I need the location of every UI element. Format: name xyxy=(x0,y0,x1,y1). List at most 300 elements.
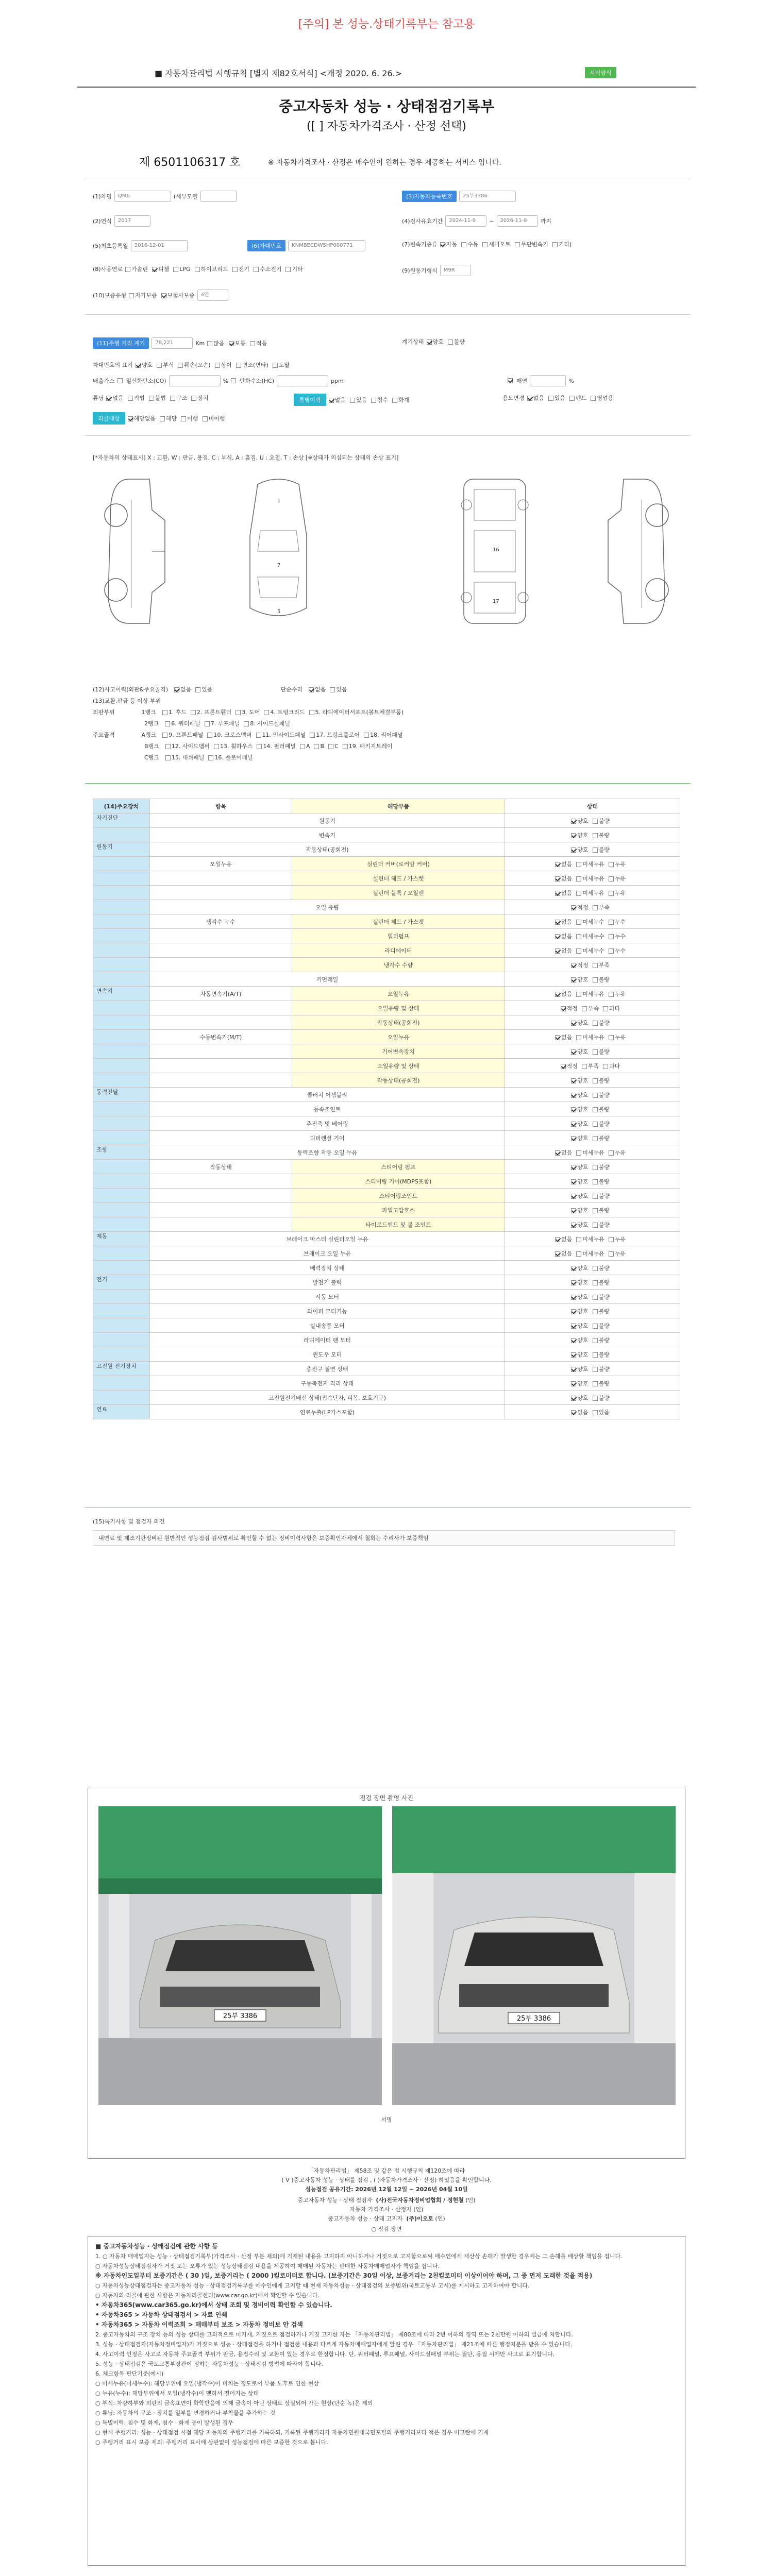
state-checkbox[interactable] xyxy=(571,1352,576,1358)
rankB-item[interactable] xyxy=(314,743,324,750)
item-cell: 추진축 및 베어링 xyxy=(150,1116,505,1131)
rankA-checkbox[interactable] xyxy=(256,733,261,738)
state-checkbox[interactable] xyxy=(571,833,576,838)
fuel-option[interactable] xyxy=(285,265,303,273)
note-line: ○ 부식: 차량하부와 외판의 금속표면이 화학반응에 의해 금속이 아닌 상태로 상실되어 가는 현상(단순 녹)은 제외 xyxy=(95,2400,373,2406)
state-checkbox[interactable] xyxy=(576,1150,581,1156)
rankA-checkbox[interactable] xyxy=(364,733,369,738)
rankB-item[interactable] xyxy=(257,742,296,750)
state-checkbox[interactable] xyxy=(571,1021,576,1026)
rank1-checkbox[interactable] xyxy=(309,710,314,715)
state-checkbox[interactable] xyxy=(576,934,581,939)
state-checkbox[interactable] xyxy=(571,1338,576,1343)
tuning-option[interactable] xyxy=(106,394,123,402)
state-checkbox[interactable] xyxy=(593,1324,598,1329)
state-checkbox[interactable] xyxy=(593,1194,598,1199)
rankB-checkbox[interactable] xyxy=(214,744,219,749)
diagram-label-7: 7 xyxy=(277,563,281,568)
state-checkbox[interactable] xyxy=(571,1179,576,1184)
rankB-checkbox[interactable] xyxy=(314,744,319,749)
item-cell: 라디에이터 팬 모터 xyxy=(150,1333,505,1347)
accident-option-label: 있음 xyxy=(201,686,213,693)
transmission-checkbox[interactable] xyxy=(515,242,520,247)
tuning-option[interactable] xyxy=(170,394,187,402)
state-label: 양호 xyxy=(577,1365,589,1372)
usage-change-option-label: 영업용 xyxy=(597,395,614,401)
gauge-option[interactable] xyxy=(448,337,465,346)
state-checkbox[interactable] xyxy=(555,1035,560,1040)
accident-checkbox[interactable] xyxy=(174,687,179,692)
state-checkbox[interactable] xyxy=(609,992,614,997)
state-checkbox[interactable] xyxy=(593,1165,598,1170)
state-checkbox[interactable] xyxy=(555,876,560,882)
rankA-item[interactable] xyxy=(162,731,203,739)
state-checkbox[interactable] xyxy=(576,920,581,925)
state-checkbox[interactable] xyxy=(609,1150,614,1156)
fuel-option[interactable] xyxy=(125,265,148,273)
part-cell: 오일누유 xyxy=(292,1030,505,1044)
recall-checkbox[interactable] xyxy=(203,416,208,421)
state-checkbox[interactable] xyxy=(593,1280,598,1285)
state-checkbox[interactable] xyxy=(571,1367,576,1372)
vin-state-option[interactable] xyxy=(273,361,290,369)
item-cell xyxy=(150,886,292,900)
tuning-checkbox[interactable] xyxy=(149,396,154,401)
special-history-option[interactable] xyxy=(350,396,367,404)
rankA-item[interactable] xyxy=(310,731,360,739)
recall-option[interactable] xyxy=(181,414,198,422)
transmission-checkbox[interactable] xyxy=(482,242,488,247)
fuel-option[interactable] xyxy=(152,265,169,273)
item-cell: 구동축전지 격리 상태 xyxy=(150,1376,505,1391)
state-checkbox[interactable] xyxy=(571,1280,576,1285)
mileage-input[interactable]: 78,221 xyxy=(152,337,193,349)
fuel-checkbox[interactable] xyxy=(254,267,259,272)
warranty-input[interactable]: 4만 xyxy=(197,290,228,301)
vin-state-checkbox[interactable] xyxy=(236,363,241,368)
state-checkbox[interactable] xyxy=(571,1208,576,1213)
simple-repair-option[interactable] xyxy=(330,685,347,693)
rank1-item[interactable] xyxy=(191,708,231,716)
warranty-option[interactable] xyxy=(161,291,195,299)
usage-change-checkbox[interactable] xyxy=(569,396,575,401)
smoke-input[interactable] xyxy=(530,375,566,386)
tuning-checkbox[interactable] xyxy=(106,396,111,401)
special-history-checkbox[interactable] xyxy=(329,398,334,403)
state-label: 누수 xyxy=(614,918,626,925)
state-checkbox[interactable] xyxy=(609,948,614,954)
state-checkbox[interactable] xyxy=(582,1006,587,1011)
rankA-checkbox[interactable] xyxy=(207,733,212,738)
rankB-checkbox[interactable] xyxy=(343,744,348,749)
usage-change-checkbox[interactable] xyxy=(591,396,596,401)
rankB-item[interactable] xyxy=(300,743,310,750)
rankB-item[interactable] xyxy=(343,742,393,750)
mileage-option[interactable] xyxy=(250,339,267,347)
rankB-checkbox[interactable] xyxy=(328,744,333,749)
recall-option[interactable] xyxy=(203,414,225,422)
engine-row xyxy=(402,265,471,276)
co-input[interactable] xyxy=(169,375,221,386)
tuning-option[interactable] xyxy=(191,394,208,402)
state-checkbox[interactable] xyxy=(593,819,598,824)
fuel-checkbox[interactable] xyxy=(285,267,291,272)
device-cell xyxy=(93,958,150,972)
state-checkbox[interactable] xyxy=(609,1251,614,1257)
rankB-item-label: C xyxy=(334,742,339,750)
usage-change-option[interactable] xyxy=(569,394,586,402)
state-checkbox[interactable] xyxy=(555,891,560,896)
state-checkbox[interactable] xyxy=(593,1093,598,1098)
state-checkbox[interactable] xyxy=(555,934,560,939)
fuel-checkbox[interactable] xyxy=(232,267,238,272)
state-cell xyxy=(505,1044,680,1059)
gauge-option[interactable] xyxy=(427,337,444,346)
rankC-item[interactable] xyxy=(208,753,253,761)
recall-checkbox[interactable] xyxy=(181,416,186,421)
state-checkbox[interactable] xyxy=(593,1338,598,1343)
state-checkbox[interactable] xyxy=(576,992,581,997)
state-label: 양호 xyxy=(577,1394,589,1401)
state-checkbox[interactable] xyxy=(593,1136,598,1141)
rank1-item[interactable] xyxy=(264,708,305,716)
state-cell xyxy=(505,1102,680,1116)
tuning-option-label: 구조 xyxy=(176,395,188,401)
state-checkbox[interactable] xyxy=(603,1064,608,1069)
accident-checkbox[interactable] xyxy=(195,687,200,692)
state-checkbox[interactable] xyxy=(593,1396,598,1401)
rank1-checkbox[interactable] xyxy=(162,710,167,715)
rankC-checkbox[interactable] xyxy=(208,755,213,760)
tuning-checkbox[interactable] xyxy=(128,396,133,401)
state-checkbox[interactable] xyxy=(593,1295,598,1300)
vin-state-checkbox[interactable] xyxy=(215,363,220,368)
state-checkbox[interactable] xyxy=(555,1237,560,1242)
table-row xyxy=(93,1073,680,1088)
state-checkbox[interactable] xyxy=(593,1410,598,1415)
state-checkbox[interactable] xyxy=(571,963,576,968)
rank1-checkbox[interactable] xyxy=(236,710,241,715)
rankC-items xyxy=(165,753,253,761)
rank2-checkbox[interactable] xyxy=(165,721,170,726)
state-checkbox[interactable] xyxy=(571,1396,576,1401)
simple-repair-option[interactable] xyxy=(309,685,326,693)
transmission-option-label: 자동 xyxy=(446,241,457,248)
rank1-checkbox[interactable] xyxy=(191,710,196,715)
state-checkbox[interactable] xyxy=(576,1251,581,1257)
state-checkbox[interactable] xyxy=(593,963,598,968)
fuel-option[interactable] xyxy=(254,265,282,273)
recall-checkbox[interactable] xyxy=(128,416,133,421)
state-checkbox[interactable] xyxy=(593,848,598,853)
warranty-option[interactable] xyxy=(129,291,157,299)
usage-change-option[interactable] xyxy=(527,394,544,402)
state-checkbox[interactable] xyxy=(576,1237,581,1242)
special-history-option[interactable] xyxy=(329,396,346,404)
gauge-checkbox[interactable] xyxy=(427,340,432,345)
fuel-checkbox[interactable] xyxy=(125,267,130,272)
state-checkbox[interactable] xyxy=(571,905,576,910)
transmission-checkbox[interactable] xyxy=(461,242,466,247)
state-checkbox[interactable] xyxy=(576,1035,581,1040)
state-checkbox[interactable] xyxy=(593,833,598,838)
vin-state-option[interactable] xyxy=(136,361,153,369)
state-label: 없음 xyxy=(561,875,573,882)
fuel-option[interactable] xyxy=(232,265,249,273)
rank1-item[interactable] xyxy=(162,708,187,716)
vin-state-option[interactable] xyxy=(157,361,174,369)
state-cell xyxy=(505,929,680,943)
state-label: 없음 xyxy=(561,1250,573,1257)
state-checkbox[interactable] xyxy=(571,1410,576,1415)
simple-repair-checkbox[interactable] xyxy=(330,687,335,692)
state-checkbox[interactable] xyxy=(561,1006,566,1011)
form-badge[interactable]: 서식양식 xyxy=(585,67,616,78)
rank2-item[interactable] xyxy=(165,719,200,727)
rank1-checkbox[interactable] xyxy=(264,710,269,715)
item-cell xyxy=(150,1015,292,1030)
car-name-input[interactable]: QM6 xyxy=(114,191,171,202)
rank2-item[interactable] xyxy=(244,719,290,727)
rank2-checkbox[interactable] xyxy=(205,721,210,726)
special-history-option[interactable] xyxy=(392,396,409,404)
usage-change-checkbox[interactable] xyxy=(527,396,532,401)
state-checkbox[interactable] xyxy=(571,848,576,853)
usage-change-label: 용도변경 xyxy=(502,395,525,401)
co-checkbox[interactable] xyxy=(117,378,123,383)
hc-input[interactable] xyxy=(277,375,328,386)
state-checkbox[interactable] xyxy=(593,1223,598,1228)
rankB-item[interactable] xyxy=(214,742,253,750)
state-checkbox[interactable] xyxy=(555,1150,560,1156)
hc-checkbox[interactable] xyxy=(231,378,236,383)
accident-option[interactable] xyxy=(195,685,212,693)
rankA-checkbox[interactable] xyxy=(162,733,167,738)
rankA-item[interactable] xyxy=(256,731,306,739)
transmission-option[interactable] xyxy=(440,240,457,248)
state-checkbox[interactable] xyxy=(571,1223,576,1228)
fuel-checkbox[interactable] xyxy=(152,267,157,272)
fuel-checkbox[interactable] xyxy=(173,267,178,272)
state-checkbox[interactable] xyxy=(582,1064,587,1069)
transmission-option[interactable] xyxy=(515,240,548,248)
rankC-item[interactable] xyxy=(165,753,205,761)
header-part: 해당부품 xyxy=(292,799,505,814)
state-label: 양호 xyxy=(577,1091,589,1098)
rankA-item[interactable] xyxy=(364,731,403,739)
period-to-input[interactable]: 2026-11-9 xyxy=(497,215,538,227)
state-checkbox[interactable] xyxy=(593,1179,598,1184)
state-checkbox[interactable] xyxy=(555,1251,560,1257)
tuning-checkbox[interactable] xyxy=(170,396,175,401)
state-checkbox[interactable] xyxy=(609,1035,614,1040)
state-checkbox[interactable] xyxy=(593,1122,598,1127)
rankA-item[interactable] xyxy=(207,731,251,739)
state-checkbox[interactable] xyxy=(571,1078,576,1083)
state-checkbox[interactable] xyxy=(603,1006,608,1011)
mileage-checkbox[interactable] xyxy=(207,341,212,346)
state-checkbox[interactable] xyxy=(571,1194,576,1199)
vin-state-checkbox[interactable] xyxy=(273,363,278,368)
state-checkbox[interactable] xyxy=(593,1107,598,1112)
special-history-checkbox[interactable] xyxy=(350,398,355,403)
state-checkbox[interactable] xyxy=(555,992,560,997)
usage-change-option[interactable] xyxy=(591,394,613,402)
fuel-checkbox[interactable] xyxy=(195,267,200,272)
state-label: 양호 xyxy=(577,1380,589,1387)
state-checkbox[interactable] xyxy=(571,1049,576,1055)
state-checkbox[interactable] xyxy=(571,1136,576,1141)
state-checkbox[interactable] xyxy=(593,1309,598,1314)
state-checkbox[interactable] xyxy=(571,1381,576,1386)
usage-change-option[interactable] xyxy=(548,394,565,402)
detail-model-input[interactable] xyxy=(200,191,237,202)
vin-state-option[interactable] xyxy=(178,361,210,369)
state-checkbox[interactable] xyxy=(576,891,581,896)
vin-state-label: 차대번호의 표기 xyxy=(93,362,133,368)
rankA-checkbox[interactable] xyxy=(310,733,315,738)
state-checkbox[interactable] xyxy=(571,1324,576,1329)
state-checkbox[interactable] xyxy=(571,1266,576,1271)
state-checkbox[interactable] xyxy=(555,920,560,925)
state-checkbox[interactable] xyxy=(571,1295,576,1300)
special-history-checkbox[interactable] xyxy=(371,398,376,403)
state-cell xyxy=(505,1073,680,1088)
state-checkbox[interactable] xyxy=(555,948,560,954)
part-cell: 기어변속장치 xyxy=(292,1044,505,1059)
state-checkbox[interactable] xyxy=(571,1093,576,1098)
state-label: 양호 xyxy=(577,1322,589,1329)
warranty-option-label: 자가보증 xyxy=(135,292,157,299)
mileage-option[interactable] xyxy=(207,339,224,347)
state-checkbox[interactable] xyxy=(593,1208,598,1213)
rankC-checkbox[interactable] xyxy=(165,755,171,760)
item-cell xyxy=(150,1189,292,1203)
special-history-option[interactable] xyxy=(371,396,388,404)
gauge-checkbox[interactable] xyxy=(448,340,453,345)
smoke-row xyxy=(508,375,574,386)
vin-state-checkbox[interactable] xyxy=(157,363,162,368)
recall-label: 리콜대상 xyxy=(93,412,125,425)
tuning-option[interactable] xyxy=(128,394,145,402)
mileage-checkbox[interactable] xyxy=(250,341,255,346)
rankB-checkbox[interactable] xyxy=(165,744,171,749)
year-input[interactable]: 2017 xyxy=(114,215,150,227)
rank1-item[interactable] xyxy=(236,708,260,716)
special-notes-label: (15)특기사항 및 점검자 의견 xyxy=(93,1518,165,1525)
state-checkbox[interactable] xyxy=(609,891,614,896)
plate-input[interactable]: 25부3386 xyxy=(459,191,516,202)
fuel-option[interactable] xyxy=(195,265,228,273)
state-label: 미세누유 xyxy=(582,1033,604,1041)
rankB-item[interactable] xyxy=(165,742,210,750)
period-from-input[interactable]: 2024-11-9 xyxy=(445,215,486,227)
warranty-checkbox[interactable] xyxy=(161,293,166,298)
tuning-option[interactable] xyxy=(149,394,166,402)
state-cell xyxy=(505,1362,680,1376)
engine-input[interactable]: M9R xyxy=(440,265,471,276)
accident-history-row xyxy=(93,685,347,693)
vin-input[interactable]: KNMBECDW5HP000771 xyxy=(288,240,365,251)
divider xyxy=(85,314,691,315)
smoke-checkbox[interactable] xyxy=(508,378,513,383)
state-checkbox[interactable] xyxy=(609,876,614,882)
simple-repair-checkbox[interactable] xyxy=(309,687,314,692)
tuning-checkbox[interactable] xyxy=(191,396,196,401)
rank2-item[interactable] xyxy=(205,719,240,727)
mileage-option[interactable] xyxy=(229,339,246,347)
state-checkbox[interactable] xyxy=(576,876,581,882)
state-checkbox[interactable] xyxy=(555,862,560,867)
state-label: 없음 xyxy=(561,1033,573,1041)
vin-state-option[interactable] xyxy=(215,361,232,369)
transmission-option[interactable] xyxy=(552,240,572,248)
rankB-checkbox[interactable] xyxy=(257,744,262,749)
state-checkbox[interactable] xyxy=(561,1064,566,1069)
state-checkbox[interactable] xyxy=(571,1107,576,1112)
state-checkbox[interactable] xyxy=(609,920,614,925)
transmission-option[interactable] xyxy=(482,240,511,248)
vin-state-checkbox[interactable] xyxy=(136,363,141,368)
state-checkbox[interactable] xyxy=(593,1078,598,1083)
mileage-checkbox[interactable] xyxy=(229,341,234,346)
state-checkbox[interactable] xyxy=(571,977,576,982)
state-checkbox[interactable] xyxy=(609,1237,614,1242)
state-checkbox[interactable] xyxy=(576,862,581,867)
vin-state-checkbox[interactable] xyxy=(178,363,183,368)
fuel-option[interactable] xyxy=(173,266,190,273)
state-checkbox[interactable] xyxy=(571,819,576,824)
usage-change-checkbox[interactable] xyxy=(548,396,553,401)
state-checkbox[interactable] xyxy=(571,1309,576,1314)
recall-option[interactable] xyxy=(128,414,156,422)
state-checkbox[interactable] xyxy=(593,977,598,982)
state-checkbox[interactable] xyxy=(576,948,581,954)
rankB-checkbox[interactable] xyxy=(300,744,305,749)
reg-date-input[interactable]: 2016-12-01 xyxy=(131,240,188,251)
state-checkbox[interactable] xyxy=(593,1367,598,1372)
state-checkbox[interactable] xyxy=(593,1049,598,1055)
rank2-checkbox[interactable] xyxy=(244,721,249,726)
state-checkbox[interactable] xyxy=(609,934,614,939)
item-cell: 오일 유량 xyxy=(150,900,505,914)
state-checkbox[interactable] xyxy=(593,1266,598,1271)
state-checkbox[interactable] xyxy=(593,905,598,910)
transmission-checkbox[interactable] xyxy=(552,242,558,247)
state-checkbox[interactable] xyxy=(593,1021,598,1026)
warranty-checkbox[interactable] xyxy=(129,293,134,298)
state-checkbox[interactable] xyxy=(593,1381,598,1386)
transmission-option[interactable] xyxy=(461,240,478,248)
outer-panel-label: 외판부위 xyxy=(93,709,115,716)
transmission-checkbox[interactable] xyxy=(440,242,445,247)
note-line: ○ 미세누유(미세누수): 해당부위에 오일(냉각수)이 비치는 정도로서 부품 노후로 인한 현상 xyxy=(95,2380,319,2387)
rank1-item[interactable] xyxy=(309,708,404,716)
state-checkbox[interactable] xyxy=(571,1122,576,1127)
sign-line-3: 성능점검 공유기간: 2026년 12월 12일 ~ 2026년 04월 10일 xyxy=(305,2186,468,2193)
accident-option[interactable] xyxy=(174,685,191,693)
rank1-item-label: 3. 도어 xyxy=(242,709,260,716)
recall-checkbox[interactable] xyxy=(160,416,165,421)
table-row xyxy=(93,943,680,958)
special-history-checkbox[interactable] xyxy=(392,398,397,403)
vin-state-option[interactable] xyxy=(236,361,268,369)
state-checkbox[interactable] xyxy=(609,862,614,867)
recall-option[interactable] xyxy=(160,414,177,422)
state-checkbox[interactable] xyxy=(571,1165,576,1170)
state-checkbox[interactable] xyxy=(593,1352,598,1358)
rankB-item[interactable] xyxy=(328,743,339,750)
